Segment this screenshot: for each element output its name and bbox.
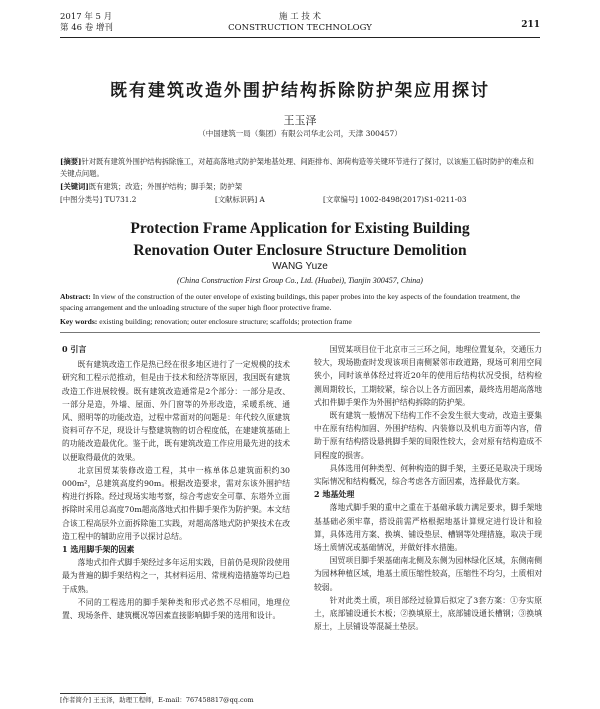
- paragraph: 落地式扣件式脚手架经过多年运用实践，目前仍是现阶段使用最为普遍的脚手架结构之一，其材料运用、常规构造措施等均已趋于成熟。: [62, 558, 290, 594]
- paragraph: 不同的工程选用的脚手架种类和形式必然不尽相同，地理位置、现场条件、建筑概况等因素直接影响脚手架的选用和设计。: [62, 597, 290, 621]
- clc-number: [中图分类号] TU731.2: [60, 195, 137, 204]
- section-heading-introduction: 0 引言: [62, 344, 87, 354]
- keywords-en: [60, 316, 540, 327]
- abstract-divider: [60, 332, 540, 333]
- page-header: [60, 12, 540, 38]
- page-number: 211: [521, 20, 540, 30]
- keywords-cn: [60, 181, 540, 193]
- abstract-en-label: Abstract:: [60, 292, 91, 301]
- journal-name-en: CONSTRUCTION TECHNOLOGY: [228, 23, 372, 33]
- paragraph: 国贸某项目位于北京市三三环之间，地理位置复杂，交通压力较大，现场勘查时发现该项目南侧紧邻市政道路，现场可利用空间狭小，同时该单体经过将近20年的使用后结构状况受损，结构检测周期较长，工期较紧，综合以上各方面因素，最终选用超高落地式扣件脚手架作为外围护结构拆除的防护架。: [314, 345, 542, 407]
- abstract-cn-label: [摘要]: [60, 157, 82, 166]
- body-column-left: [62, 343, 290, 622]
- keywords-en-text: existing building; renovation; outer enclosure structure; scaffolds; protection frame: [99, 317, 352, 326]
- issue-date: 2017 年 5 月: [60, 12, 113, 22]
- paragraph: 既有建筑一般情况下结构工作不会发生很大变动，改造主要集中在原有结构加固、外围护结构、内装修以及机电方面等内容，借助于原有结构搭设悬挑脚手架的局限性较大，会对原有结构造成不同程度的损害。: [314, 411, 542, 460]
- section-heading-foundation: 2 地基处理: [314, 489, 355, 500]
- affiliation-cn: （中国建筑一局（集团）有限公司华北公司，天津 300457）: [198, 129, 402, 138]
- document-code: [文献标识码] A: [215, 195, 265, 204]
- volume-label: 第 46 卷 增刊: [60, 23, 113, 33]
- keywords-en-label: Key words:: [60, 317, 98, 326]
- paper-title-en-line1: Protection Frame Application for Existing Building: [130, 220, 470, 237]
- paragraph: 针对此类土质，项目部经过验算后拟定了3套方案：①夯实原土，底部铺设通长木板；②换填原土，底部铺设通长槽钢；③换填原土，上层铺设等混凝土垫层。: [314, 595, 542, 632]
- abstract-en: [60, 291, 540, 313]
- section-heading-scaffold-factors: 1 选用脚手架的因素: [62, 544, 135, 555]
- affiliation-en: (China Construction First Group Co., Ltd. (Huabei), Tianjin 300457, China): [177, 276, 423, 285]
- keywords-cn-text: 既有建筑；改造；外围护结构；脚手架；防护架: [88, 182, 243, 191]
- paragraph: 北京国贸某装修改造工程，其中一栋单体总建筑面积约30 000m²，总建筑高度约90m。根据改造要求，需对东该外围护结构进行拆除。经过现场实地考察，综合考虑安全可靠、东塔外立面拆除时采用总高度70m超高落地式扣件脚手架作为防护架。本文结合该工程高层外立面拆除施工实践，对超高落地式防护架技术在改造工程中的辅助应用予以探讨总结。: [62, 465, 290, 541]
- keywords-cn-label: [关键词]: [60, 182, 89, 191]
- footnote-rule: [60, 693, 146, 694]
- paragraph: 国贸项目脚手架基础南北侧及东侧为园林绿化区域，东侧南侧为园林种植区域，地基土质压缩性较高，压缩性不均匀，土质相对较弱。: [314, 556, 542, 592]
- abstract-cn: [60, 156, 540, 179]
- author-cn: 王玉泽: [283, 114, 317, 127]
- author-en: WANG Yuze: [272, 261, 328, 272]
- header-center: [60, 12, 540, 34]
- journal-name-cn: 施 工 技 术: [278, 12, 322, 22]
- paragraph: 既有建筑改造工作是热已经在很多地区进行了一定规模的技术研究和工程示范推动，但是由于技术和经济等原因，我国既有建筑改造工作进展较慢。既有建筑改造通常是2个部分：一部分是改、一部分是造，外墙、屋面、外门窗等的外形改造，采暖系统、通风、照明等的功能改造，过程中常面对的问题是：年代较久原建筑资料可存不足，现设计与整建筑物的切合程度低，在建建筑基础上的功能改造最优化。鉴于此，既有建筑改造工作应用最先进的技术以便取得最优的效果。: [62, 360, 290, 462]
- body-column-right: [314, 343, 542, 633]
- paper-title-en-line2: Renovation Outer Enclosure Structure Demolition: [133, 242, 467, 259]
- paper-title-en: [0, 218, 600, 262]
- article-number: [文章编号] 1002-8498(2017)S1-0211-03: [323, 195, 467, 204]
- abstract-en-text: In view of the construction of the outer envelope of existing buildings, this paper probes into the key aspects of the foundation treatment, the spacing arrangement and the unloading structure of the super high floor protective frame.: [60, 292, 521, 312]
- paragraph: 落地式脚手架的重中之重在于基础承载力满足要求，脚手架地基基础必须牢靠，搭设前需严格根据地基计算规定进行设计和验算，具体选用方案、换填、铺设垫层、槽钢等处理措施，取决于现场土质情况或基础情况，并做好排水措施。: [314, 503, 542, 553]
- header-rule: [60, 37, 540, 38]
- author-footnote: [作者简介] 王玉泽，助理工程师，E-mail：767458817@qq.com: [60, 696, 254, 704]
- abstract-cn-text: 针对既有建筑外围护结构拆除施工，对超高落地式防护架地基处理、间距排布、卸荷构造等关键环节进行了探讨，以该施工临时防护的难点和关键点问题。: [60, 157, 534, 178]
- paper-title-cn: 既有建筑改造外围护结构拆除防护架应用探讨: [110, 81, 490, 101]
- paragraph: 具体选用何种类型、何种构造的脚手架，主要还是取决于现场实际情况和结构概况，综合考虑各方面因素，选择最优方案。: [314, 463, 542, 487]
